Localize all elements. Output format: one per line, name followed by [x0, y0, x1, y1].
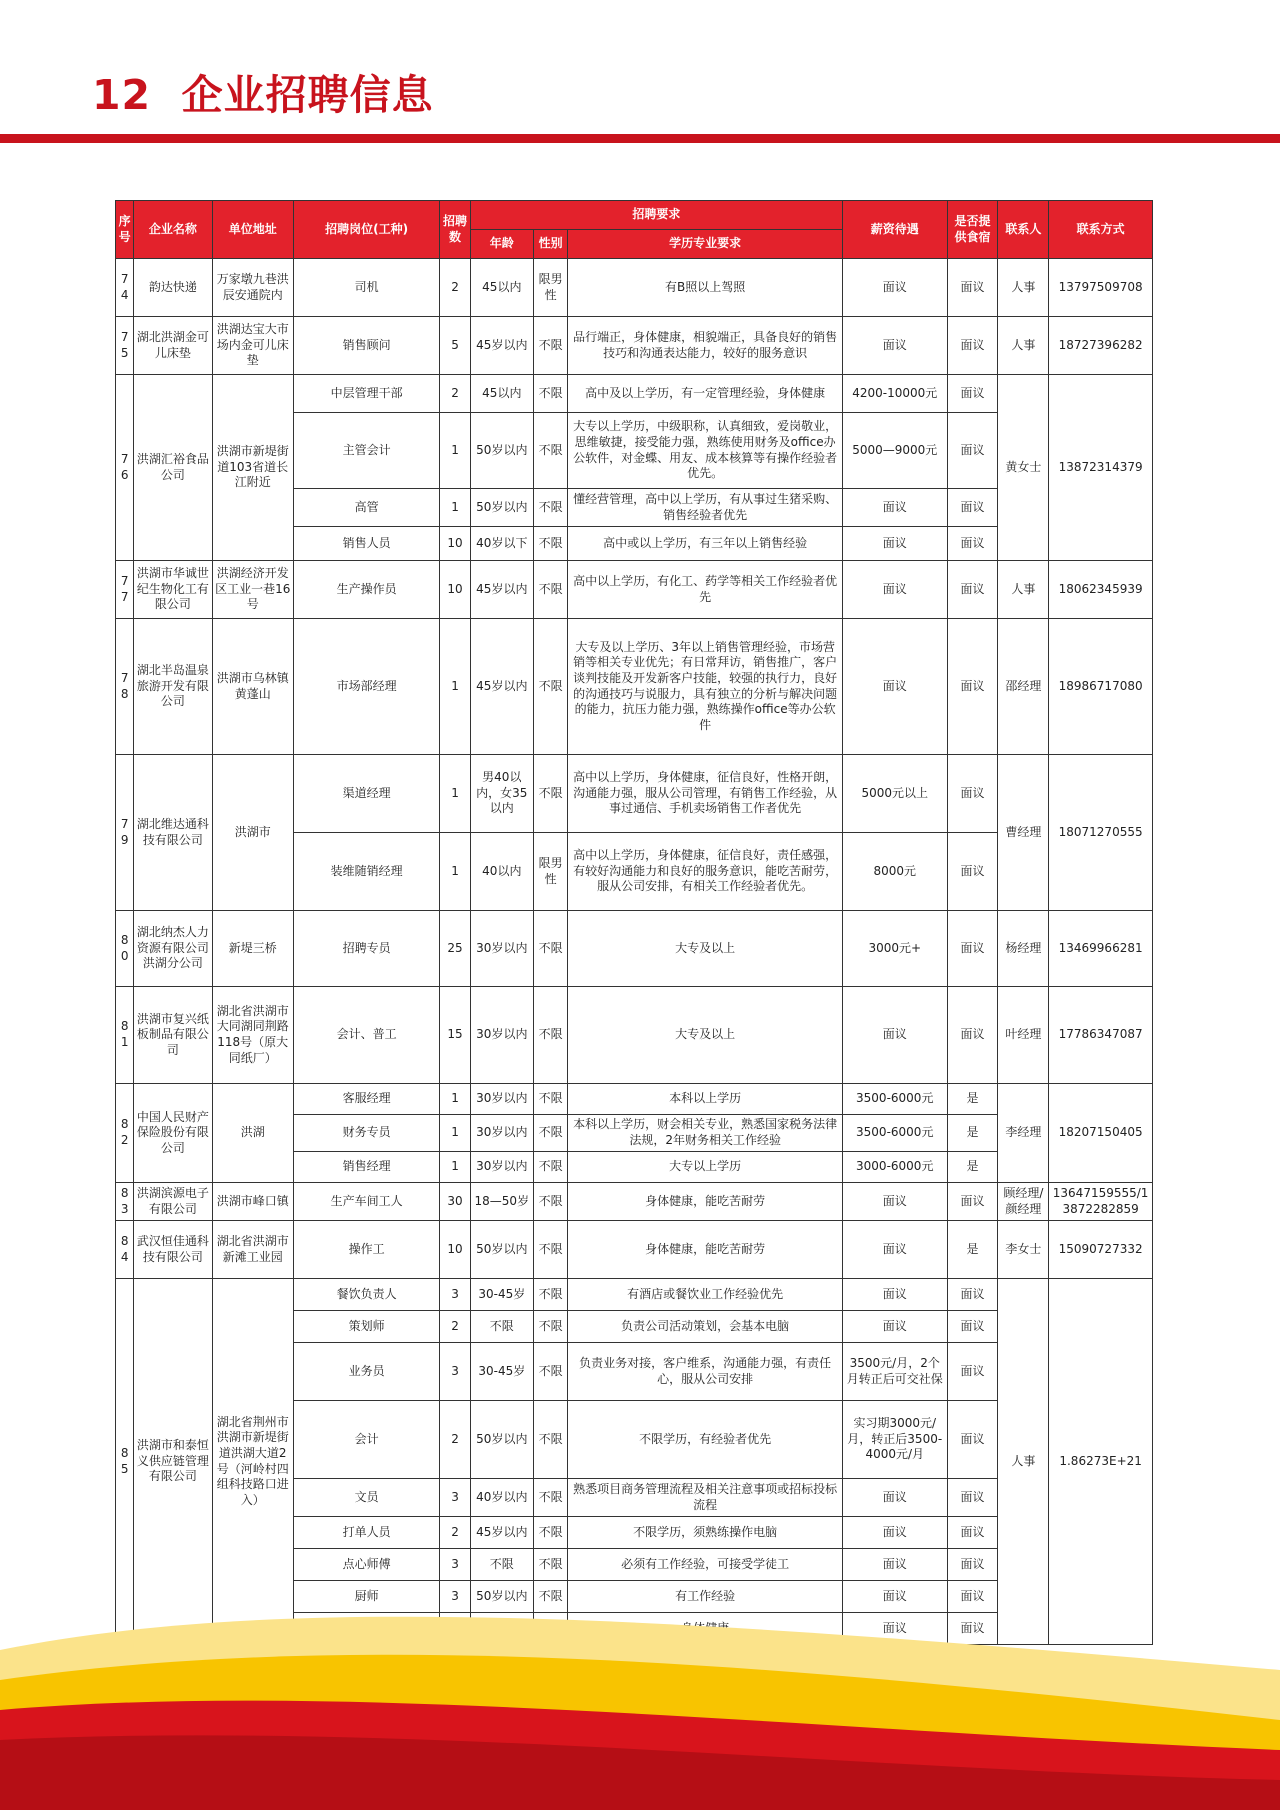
cell-salary: 面议 — [842, 1279, 947, 1311]
cell-salary: 面议 — [842, 317, 947, 375]
cell-gender: 不限 — [533, 1479, 568, 1517]
header-address: 单位地址 — [212, 201, 293, 259]
cell-count: 2 — [440, 1311, 471, 1343]
cell-count: 15 — [440, 987, 471, 1084]
footer-decoration — [0, 1600, 1280, 1810]
cell-age: 45以内 — [470, 375, 533, 413]
header-position: 招聘岗位(工种) — [293, 201, 439, 259]
table-row — [116, 911, 1153, 987]
cell-contact: 杨经理 — [998, 911, 1049, 987]
cell-board: 面议 — [947, 1279, 998, 1311]
cell-salary: 面议 — [842, 619, 947, 755]
cell-board: 面议 — [947, 527, 998, 561]
cell-salary: 4200-10000元 — [842, 375, 947, 413]
cell-count: 1 — [440, 489, 471, 527]
cell-gender: 不限 — [533, 413, 568, 489]
cell-salary: 面议 — [842, 1479, 947, 1517]
cell-contact: 李经理 — [998, 1084, 1049, 1183]
cell-address: 洪湖市 — [212, 755, 293, 911]
cell-company: 武汉恒佳通科技有限公司 — [134, 1221, 212, 1279]
cell-age: 男40以内，女35以内 — [470, 755, 533, 833]
cell-salary: 5000—9000元 — [842, 413, 947, 489]
cell-age: 45以内 — [470, 259, 533, 317]
cell-address: 洪湖达宝大市场内金可儿床垫 — [212, 317, 293, 375]
cell-address: 湖北省荆州市洪湖市新堤街道洪湖大道2号（河岭村四组科技路口进入） — [212, 1279, 293, 1645]
cell-no: 80 — [116, 911, 134, 987]
table-row — [116, 259, 1153, 317]
cell-salary: 面议 — [842, 489, 947, 527]
cell-edu: 大专以上学历 — [568, 1152, 843, 1183]
cell-count: 3 — [440, 1343, 471, 1401]
cell-position: 厨师 — [293, 1581, 439, 1613]
header-phone: 联系方式 — [1049, 201, 1153, 259]
cell-age: 30岁以内 — [470, 911, 533, 987]
cell-gender: 不限 — [533, 561, 568, 619]
cell-age: 30岁以内 — [470, 1115, 533, 1152]
page-title: 12 企业招聘信息 — [92, 71, 434, 119]
header-no: 序号 — [116, 201, 134, 259]
cell-company: 湖北洪湖金可儿床垫 — [134, 317, 212, 375]
cell-age: 40岁以下 — [470, 527, 533, 561]
cell-position: 业务员 — [293, 1343, 439, 1401]
cell-board: 面议 — [947, 755, 998, 833]
cell-gender: 不限 — [533, 1343, 568, 1401]
cell-gender: 不限 — [533, 375, 568, 413]
cell-edu: 必须有工作经验，可接受学徒工 — [568, 1549, 843, 1581]
cell-gender: 不限 — [533, 755, 568, 833]
recruitment-table-wrap — [115, 200, 1153, 1645]
cell-position: 策划师 — [293, 1311, 439, 1343]
cell-position: 销售人员 — [293, 527, 439, 561]
cell-salary: 面议 — [842, 1221, 947, 1279]
cell-position: 生产车间工人 — [293, 1183, 439, 1221]
cell-contact: 邵经理 — [998, 619, 1049, 755]
cell-no: 82 — [116, 1084, 134, 1183]
page-header — [0, 0, 1280, 150]
cell-age: 18—50岁 — [470, 1183, 533, 1221]
cell-edu: 负责公司活动策划，会基本电脑 — [568, 1311, 843, 1343]
cell-board: 面议 — [947, 619, 998, 755]
cell-phone: 18207150405 — [1049, 1084, 1153, 1183]
cell-company: 韵达快递 — [134, 259, 212, 317]
cell-edu: 本科以上学历，财会相关专业，熟悉国家税务法律法规，2年财务相关工作经验 — [568, 1115, 843, 1152]
cell-contact: 人事 — [998, 1279, 1049, 1645]
cell-salary: 面议 — [842, 259, 947, 317]
cell-age: 30岁以内 — [470, 987, 533, 1084]
table-header — [116, 201, 1153, 259]
cell-age: 45岁以内 — [470, 317, 533, 375]
cell-phone: 13872314379 — [1049, 375, 1153, 561]
cell-edu: 有工作经验 — [568, 1581, 843, 1613]
cell-position: 生产操作员 — [293, 561, 439, 619]
table-row — [116, 1084, 1153, 1115]
cell-board: 面议 — [947, 911, 998, 987]
cell-edu: 不限学历，有经验者优先 — [568, 1401, 843, 1479]
cell-position: 主管会计 — [293, 413, 439, 489]
cell-address: 洪湖市峰口镇 — [212, 1183, 293, 1221]
table-row — [116, 317, 1153, 375]
cell-phone: 13469966281 — [1049, 911, 1153, 987]
header-count: 招聘数 — [440, 201, 471, 259]
cell-phone: 18062345939 — [1049, 561, 1153, 619]
cell-gender: 不限 — [533, 619, 568, 755]
cell-age: 40以内 — [470, 833, 533, 911]
cell-age: 不限 — [470, 1549, 533, 1581]
cell-no: 75 — [116, 317, 134, 375]
cell-company: 洪湖市复兴纸板制品有限公司 — [134, 987, 212, 1084]
cell-board: 面议 — [947, 413, 998, 489]
cell-count: 1 — [440, 1084, 471, 1115]
cell-count: 3 — [440, 1479, 471, 1517]
cell-count: 30 — [440, 1183, 471, 1221]
cell-age: 30岁以内 — [470, 1084, 533, 1115]
cell-age: 30岁以内 — [470, 1152, 533, 1183]
cell-contact: 顾经理/颜经理 — [998, 1183, 1049, 1221]
cell-salary: 3000-6000元 — [842, 1152, 947, 1183]
cell-edu: 本科以上学历 — [568, 1084, 843, 1115]
header-rule — [0, 134, 1280, 143]
cell-edu: 熟悉项目商务管理流程及相关注意事项或招标投标流程 — [568, 1479, 843, 1517]
cell-edu: 高中以上学历，有化工、药学等相关工作经验者优先 — [568, 561, 843, 619]
cell-edu: 品行端正，身体健康，相貌端正，具备良好的销售技巧和沟通表达能力，较好的服务意识 — [568, 317, 843, 375]
cell-salary: 5000元以上 — [842, 755, 947, 833]
cell-gender: 不限 — [533, 911, 568, 987]
cell-board: 面议 — [947, 833, 998, 911]
cell-edu: 身体健康，能吃苦耐劳 — [568, 1221, 843, 1279]
cell-company: 中国人民财产保险股份有限公司 — [134, 1084, 212, 1183]
cell-company: 洪湖汇裕食品公司 — [134, 375, 212, 561]
cell-age: 50岁以内 — [470, 489, 533, 527]
cell-address: 洪湖经济开发区工业一巷16号 — [212, 561, 293, 619]
cell-count: 1 — [440, 833, 471, 911]
cell-count: 1 — [440, 1152, 471, 1183]
cell-edu: 高中或以上学历，有三年以上销售经验 — [568, 527, 843, 561]
cell-board: 面议 — [947, 1343, 998, 1401]
cell-board: 面议 — [947, 1479, 998, 1517]
table-row — [116, 755, 1153, 833]
cell-address: 湖北省洪湖市大同湖同荆路118号（原大同纸厂） — [212, 987, 293, 1084]
cell-age: 45岁以内 — [470, 1517, 533, 1549]
cell-age: 50岁以内 — [470, 1581, 533, 1613]
cell-board: 面议 — [947, 1581, 998, 1613]
cell-board: 面议 — [947, 489, 998, 527]
cell-board: 面议 — [947, 1183, 998, 1221]
cell-position: 销售顾问 — [293, 317, 439, 375]
cell-gender: 不限 — [533, 1581, 568, 1613]
cell-no: 79 — [116, 755, 134, 911]
cell-edu: 有酒店或餐饮业工作经验优先 — [568, 1279, 843, 1311]
cell-company: 湖北纳杰人力资源有限公司洪湖分公司 — [134, 911, 212, 987]
header-requirements: 招聘要求 — [470, 201, 842, 230]
cell-position: 会计、普工 — [293, 987, 439, 1084]
cell-contact: 李女士 — [998, 1221, 1049, 1279]
cell-edu: 不限学历，须熟练操作电脑 — [568, 1517, 843, 1549]
cell-address: 湖北省洪湖市新滩工业园 — [212, 1221, 293, 1279]
cell-position: 司机 — [293, 259, 439, 317]
cell-salary: 3500-6000元 — [842, 1084, 947, 1115]
cell-count: 1 — [440, 619, 471, 755]
cell-salary: 面议 — [842, 1581, 947, 1613]
cell-position: 会计 — [293, 1401, 439, 1479]
cell-board: 是 — [947, 1152, 998, 1183]
table-row — [116, 561, 1153, 619]
cell-salary: 8000元 — [842, 833, 947, 911]
cell-position: 市场部经理 — [293, 619, 439, 755]
cell-position: 招聘专员 — [293, 911, 439, 987]
cell-age: 45岁以内 — [470, 619, 533, 755]
cell-age: 30-45岁 — [470, 1343, 533, 1401]
cell-gender: 不限 — [533, 1549, 568, 1581]
table-row — [116, 375, 1153, 413]
cell-gender: 不限 — [533, 1401, 568, 1479]
cell-company: 湖北维达通科技有限公司 — [134, 755, 212, 911]
cell-gender: 不限 — [533, 1279, 568, 1311]
cell-salary: 3500-6000元 — [842, 1115, 947, 1152]
header-age: 年龄 — [470, 230, 533, 259]
cell-salary: 面议 — [842, 527, 947, 561]
cell-count: 2 — [440, 375, 471, 413]
cell-age: 不限 — [470, 1311, 533, 1343]
cell-salary: 3000元+ — [842, 911, 947, 987]
cell-phone: 1.86273E+21 — [1049, 1279, 1153, 1645]
table-row — [116, 987, 1153, 1084]
cell-salary: 实习期3000元/月，转正后3500-4000元/月 — [842, 1401, 947, 1479]
cell-count: 2 — [440, 1517, 471, 1549]
table-body — [116, 259, 1153, 1645]
cell-phone: 17786347087 — [1049, 987, 1153, 1084]
cell-edu: 高中以上学历，身体健康，征信良好，性格开朗，沟通能力强，服从公司管理，有销售工作经验，从事过通信、手机卖场销售工作者优先 — [568, 755, 843, 833]
cell-edu: 大专及以上 — [568, 987, 843, 1084]
cell-contact: 人事 — [998, 561, 1049, 619]
cell-count: 5 — [440, 317, 471, 375]
table-row — [116, 1279, 1153, 1311]
cell-age: 50岁以内 — [470, 413, 533, 489]
cell-count: 25 — [440, 911, 471, 987]
cell-gender: 不限 — [533, 1311, 568, 1343]
cell-gender: 限男性 — [533, 833, 568, 911]
cell-address: 新堤三桥 — [212, 911, 293, 987]
table-row — [116, 1221, 1153, 1279]
cell-gender: 不限 — [533, 1517, 568, 1549]
cell-phone: 15090727332 — [1049, 1221, 1153, 1279]
cell-no: 85 — [116, 1279, 134, 1645]
cell-board: 是 — [947, 1084, 998, 1115]
cell-contact: 人事 — [998, 317, 1049, 375]
cell-age: 40岁以内 — [470, 1479, 533, 1517]
cell-count: 3 — [440, 1549, 471, 1581]
cell-board: 面议 — [947, 317, 998, 375]
cell-edu: 懂经营管理，高中以上学历，有从事过生猪采购、销售经验者优先 — [568, 489, 843, 527]
cell-company: 洪湖市和泰恒义供应链管理有限公司 — [134, 1279, 212, 1645]
cell-age: 45岁以内 — [470, 561, 533, 619]
cell-board: 面议 — [947, 1517, 998, 1549]
cell-board: 是 — [947, 1221, 998, 1279]
cell-gender: 不限 — [533, 1115, 568, 1152]
cell-no: 74 — [116, 259, 134, 317]
cell-salary: 3500元/月，2个月转正后可交社保 — [842, 1343, 947, 1401]
cell-gender: 不限 — [533, 987, 568, 1084]
cell-contact: 曹经理 — [998, 755, 1049, 911]
cell-edu: 高中及以上学历，有一定管理经验，身体健康 — [568, 375, 843, 413]
cell-position: 高管 — [293, 489, 439, 527]
cell-count: 1 — [440, 1115, 471, 1152]
cell-count: 10 — [440, 1221, 471, 1279]
cell-gender: 不限 — [533, 1152, 568, 1183]
cell-edu: 负责业务对接，客户维系，沟通能力强，有责任心，服从公司安排 — [568, 1343, 843, 1401]
cell-gender: 不限 — [533, 1221, 568, 1279]
cell-position: 装维随销经理 — [293, 833, 439, 911]
cell-board: 面议 — [947, 1613, 998, 1645]
cell-board: 面议 — [947, 1311, 998, 1343]
cell-edu: 大专以上学历，中级职称，认真细致，爱岗敬业，思维敏捷，接受能力强，熟练使用财务及office办公软件，对金蝶、用友、成本核算等有操作经验者优先。 — [568, 413, 843, 489]
cell-contact: 叶经理 — [998, 987, 1049, 1084]
cell-company: 湖北半岛温泉旅游开发有限公司 — [134, 619, 212, 755]
header-edu: 学历专业要求 — [568, 230, 843, 259]
cell-position: 文员 — [293, 1479, 439, 1517]
table-row — [116, 619, 1153, 755]
cell-salary: 面议 — [842, 561, 947, 619]
cell-gender: 限男性 — [533, 259, 568, 317]
cell-salary: 面议 — [842, 1517, 947, 1549]
cell-edu: 大专及以上 — [568, 911, 843, 987]
cell-phone: 13797509708 — [1049, 259, 1153, 317]
cell-address: 洪湖 — [212, 1084, 293, 1183]
header-gender: 性别 — [533, 230, 568, 259]
cell-company: 洪湖滨源电子有限公司 — [134, 1183, 212, 1221]
cell-address: 万家墩九巷洪辰安通院内 — [212, 259, 293, 317]
cell-count: 3 — [440, 1279, 471, 1311]
recruitment-table — [115, 200, 1153, 1645]
cell-board: 面议 — [947, 1549, 998, 1581]
cell-salary: 面议 — [842, 987, 947, 1084]
cell-salary: 面议 — [842, 1549, 947, 1581]
header-contact: 联系人 — [998, 201, 1049, 259]
cell-edu: 大专及以上学历、3年以上销售管理经验，市场营销等相关专业优先；有日常拜访，销售推广，客户谈判技能及开发新客户技能，较强的执行力，良好的沟通技巧与说服力，具有独立的分析与解决问题的能力，抗压力能力强，熟练操作office等办公软件 — [568, 619, 843, 755]
cell-board: 面议 — [947, 987, 998, 1084]
cell-salary: 面议 — [842, 1311, 947, 1343]
cell-count: 3 — [440, 1581, 471, 1613]
cell-age: 50岁以内 — [470, 1221, 533, 1279]
cell-salary: 面议 — [842, 1183, 947, 1221]
cell-position: 财务专员 — [293, 1115, 439, 1152]
cell-phone: 18986717080 — [1049, 619, 1153, 755]
cell-gender: 不限 — [533, 527, 568, 561]
cell-phone: 18727396282 — [1049, 317, 1153, 375]
cell-no: 81 — [116, 987, 134, 1084]
cell-count: 2 — [440, 259, 471, 317]
cell-count: 10 — [440, 527, 471, 561]
cell-position: 餐饮负责人 — [293, 1279, 439, 1311]
cell-count: 1 — [440, 413, 471, 489]
cell-contact: 黄女士 — [998, 375, 1049, 561]
cell-address: 洪湖市新堤街道103省道长江附近 — [212, 375, 293, 561]
header-salary: 薪资待遇 — [842, 201, 947, 259]
cell-no: 84 — [116, 1221, 134, 1279]
cell-position: 中层管理干部 — [293, 375, 439, 413]
cell-gender: 不限 — [533, 1084, 568, 1115]
cell-position: 销售经理 — [293, 1152, 439, 1183]
cell-salary: 面议 — [842, 1613, 947, 1645]
cell-no: 77 — [116, 561, 134, 619]
cell-no: 83 — [116, 1183, 134, 1221]
cell-edu: 高中以上学历，身体健康，征信良好，责任感强，有较好沟通能力和良好的服务意识，能吃苦耐劳，服从公司安排，有相关工作经验者优先。 — [568, 833, 843, 911]
cell-board: 面议 — [947, 1401, 998, 1479]
cell-age: 30-45岁 — [470, 1279, 533, 1311]
cell-gender: 不限 — [533, 317, 568, 375]
cell-position: 点心师傅 — [293, 1549, 439, 1581]
cell-count: 10 — [440, 561, 471, 619]
cell-age: 50岁以内 — [470, 1401, 533, 1479]
cell-no: 78 — [116, 619, 134, 755]
cell-edu: 身体健康，能吃苦耐劳 — [568, 1183, 843, 1221]
header-company: 企业名称 — [134, 201, 212, 259]
cell-edu: 有B照以上驾照 — [568, 259, 843, 317]
cell-position: 操作工 — [293, 1221, 439, 1279]
cell-phone: 18071270555 — [1049, 755, 1153, 911]
cell-board: 面议 — [947, 375, 998, 413]
cell-count: 1 — [440, 755, 471, 833]
cell-board: 面议 — [947, 561, 998, 619]
cell-count: 2 — [440, 1401, 471, 1479]
cell-position: 打单人员 — [293, 1517, 439, 1549]
cell-board: 是 — [947, 1115, 998, 1152]
cell-company: 洪湖市华诚世纪生物化工有限公司 — [134, 561, 212, 619]
cell-gender: 不限 — [533, 1183, 568, 1221]
cell-no: 76 — [116, 375, 134, 561]
cell-gender: 不限 — [533, 489, 568, 527]
cell-position: 客服经理 — [293, 1084, 439, 1115]
table-row — [116, 1183, 1153, 1221]
cell-position: 渠道经理 — [293, 755, 439, 833]
cell-address: 洪湖市乌林镇黄蓬山 — [212, 619, 293, 755]
cell-contact: 人事 — [998, 259, 1049, 317]
header-board: 是否提供食宿 — [947, 201, 998, 259]
cell-phone: 13647159555/13872282859 — [1049, 1183, 1153, 1221]
cell-board: 面议 — [947, 259, 998, 317]
